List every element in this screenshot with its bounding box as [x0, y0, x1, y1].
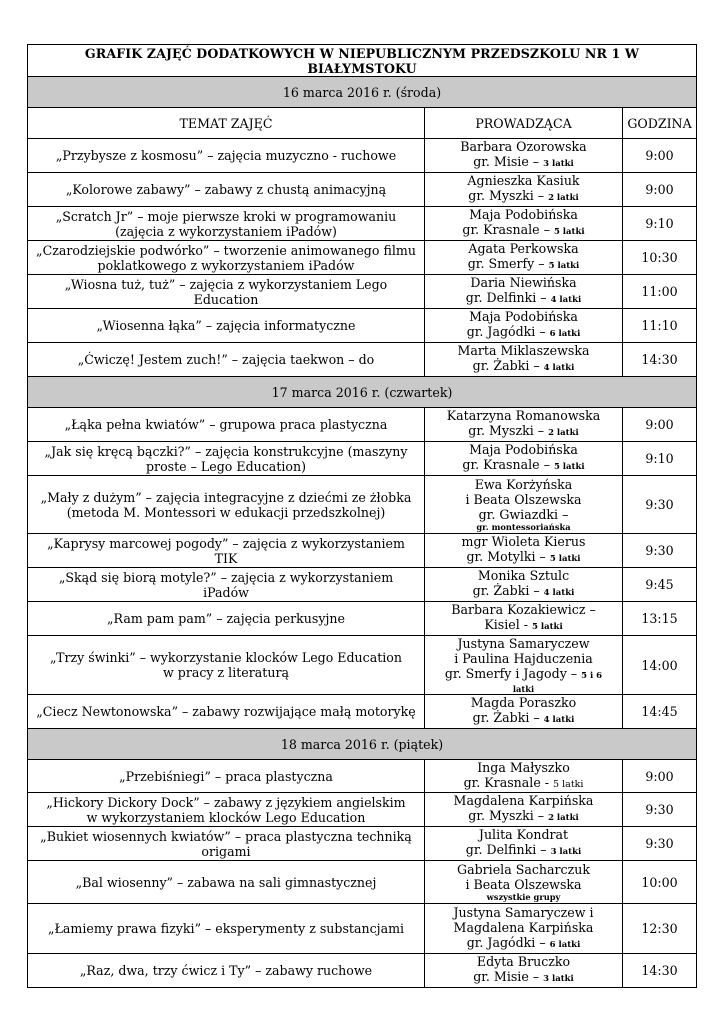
topic-line: „Ram pam pam” – zajęcia perkusyjne: [107, 611, 345, 626]
topic-cell: [28, 636, 425, 695]
age-label: 4 latki: [543, 363, 575, 373]
teacher-cell: [425, 602, 623, 636]
table-row: [28, 241, 697, 275]
teacher-name: Agnieszka Kasiuk: [467, 173, 580, 188]
group-name: gr. Motylki –: [466, 549, 546, 564]
teacher-cell: [425, 904, 623, 954]
table-row: [28, 954, 697, 988]
teacher-name: mgr Wioleta Kierus: [461, 534, 586, 549]
teacher-name: Maja Podobińska: [469, 309, 578, 324]
group-name: gr. Gwiazdki –: [478, 507, 569, 522]
group-name: gr. Jagódki –: [466, 324, 546, 339]
topic-line: „Mały z dużym” – zajęcia integracyjne z dziećmi ze żłobka: [40, 489, 412, 505]
topic-line: „Łamiemy prawa fizyki” – eksperymenty z substancjami: [47, 921, 405, 936]
topic-cell: [28, 954, 425, 988]
topic-line: „Czarodziejskie podwórko” – tworzenie animowanego filmu: [36, 242, 416, 258]
teacher-name: Katarzyna Romanowska: [446, 408, 601, 423]
day-row: [28, 77, 697, 108]
teacher-cell: [425, 793, 623, 827]
teacher-cell: [425, 275, 623, 309]
teacher-cell: [425, 954, 623, 988]
topic-cell: [28, 275, 425, 309]
teacher-cell: [425, 636, 623, 695]
table-row: [28, 827, 697, 861]
topic-line: „Hickory Dickory Dock” – zabawy z językiem angielskim: [46, 794, 406, 810]
topic-line: „Kolorowe zabawy” – zabawy z chustą animacyjną: [65, 182, 387, 197]
topic-line: (metoda M. Montessori w edukacji przedszkolnej): [66, 504, 386, 520]
topic-line: w pracy z literaturą: [163, 665, 289, 680]
teacher-name: Maja Podobińska: [469, 207, 578, 222]
topic-cell: [28, 408, 425, 442]
teacher-cell: [425, 442, 623, 476]
age-label: 6 latki: [549, 329, 581, 339]
time-cell: 12:30: [623, 904, 697, 954]
topic-cell: [28, 861, 425, 904]
topic-line: poklatkowego z wykorzystaniem iPadów: [97, 257, 355, 273]
document-title: GRAFIK ZAJĘĆ DODATKOWYCH W NIEPUBLICZNYM PRZEDSZKOLU NR 1 W BIAŁYMSTOKU: [28, 45, 697, 77]
time-cell: 14:30: [623, 954, 697, 988]
group-name: gr. Krasnale –: [462, 457, 550, 472]
time-cell: 9:00: [623, 760, 697, 793]
topic-line: Education: [193, 291, 259, 307]
teacher-name: Magda Poraszko: [470, 695, 577, 710]
teacher-name: Julita Kondrat: [478, 827, 569, 842]
teacher-cell: [425, 861, 623, 904]
topic-line: „Scratch Jr” – moje pierwsze kroki w programowaniu: [55, 208, 397, 224]
topic-cell: [28, 760, 425, 793]
group-name: gr. Smerfy –: [467, 256, 545, 271]
time-cell: 9:10: [623, 442, 697, 476]
time-cell: 9:30: [623, 793, 697, 827]
day-label: 16 marca 2016 r. (środa): [28, 77, 697, 108]
table-row: [28, 861, 697, 904]
table-row: [28, 602, 697, 636]
table-row: [28, 173, 697, 207]
topic-cell: [28, 904, 425, 954]
teacher-cell: [425, 534, 623, 568]
topic-line: proste – Lego Education): [145, 458, 307, 474]
age-label: 6 latki: [549, 939, 581, 950]
teacher-cell: [425, 760, 623, 793]
time-cell: 14:00: [623, 636, 697, 695]
teacher-name: Inga Małyszko: [477, 760, 570, 775]
group-name: gr. Krasnale -: [463, 775, 550, 790]
time-cell: 10:00: [623, 861, 697, 904]
group-name: gr. Żabki –: [472, 583, 540, 598]
group-line: [427, 457, 620, 475]
teacher-cell: [425, 695, 623, 729]
teacher-name: i Beata Olszewska: [465, 877, 582, 892]
topic-cell: [28, 602, 425, 636]
table-row: [28, 760, 697, 793]
age-label: 5 i 6: [581, 671, 603, 681]
teacher-name: Monika Sztulc: [477, 568, 570, 583]
topic-line: „Wiosenna łąka” – zajęcia informatyczne: [96, 318, 356, 333]
age-label: 2 latki: [548, 813, 579, 823]
group-line: [427, 842, 620, 860]
time-cell: 9:10: [623, 207, 697, 241]
topic-line: „Bukiet wiosennych kwiatów” – praca plastyczna techniką: [40, 828, 412, 844]
topic-cell: [28, 139, 425, 173]
topic-line: „Przybysze z kosmosu” – zajęcia muzyczno - ruchowe: [55, 148, 397, 163]
group-line: [427, 710, 620, 728]
group-line: [427, 969, 620, 987]
group-name: gr. Krasnale –: [462, 222, 550, 237]
topic-line: w wykorzystaniem klocków Lego Education: [86, 809, 366, 825]
teacher-name: Agata Perkowska: [468, 241, 579, 256]
teacher-cell: [425, 241, 623, 275]
teacher-cell: [425, 173, 623, 207]
group-line: [427, 549, 620, 567]
time-cell: 13:15: [623, 602, 697, 636]
teacher-name: Magdalena Karpińska: [453, 793, 594, 808]
table-row: [28, 442, 697, 476]
age-label: 3 latki: [543, 974, 574, 984]
table-row: [28, 408, 697, 442]
time-cell: 9:30: [623, 827, 697, 861]
group-line: [427, 666, 620, 684]
group-line: [427, 188, 620, 206]
group-name: gr. Misie –: [473, 969, 540, 984]
day-row: [28, 729, 697, 760]
day-label: 17 marca 2016 r. (czwartek): [28, 377, 697, 408]
topic-line: (zajęcia z wykorzystaniem iPadów): [115, 223, 337, 239]
teacher-name: Magdalena Karpińska: [453, 919, 594, 935]
age-label: 4 latki: [543, 715, 575, 725]
group-line: [427, 358, 620, 376]
age-label: 5 latki: [553, 462, 585, 472]
topic-line: „Ćwiczę! Jestem zuch!” – zajęcia taekwon – do: [77, 352, 375, 367]
age-label: 5 latki: [553, 779, 584, 790]
topic-line: „Jak się kręcą bączki?” – zajęcia konstrukcyjne (maszyny: [44, 443, 408, 459]
age-label: 5 latki: [532, 622, 563, 632]
age-label: 3 latki: [543, 159, 574, 169]
table-row: [28, 534, 697, 568]
age-label: 4 latki: [550, 295, 582, 305]
topic-cell: [28, 173, 425, 207]
group-note: latki: [512, 684, 535, 694]
teacher-cell: [425, 309, 623, 343]
group-name: gr. Delfinki –: [465, 842, 547, 857]
topic-line: „Skąd się biorą motyle?” – zajęcia z wykorzystaniem: [58, 569, 394, 585]
title-row: [28, 45, 697, 77]
table-row: [28, 343, 697, 377]
teacher-name: Justyna Samaryczew i: [453, 904, 594, 920]
schedule-table: [27, 44, 697, 988]
teacher-name: Daria Niewińska: [470, 275, 577, 290]
teacher-name: Maja Podobińska: [469, 442, 578, 457]
header-teacher: PROWADZĄCA: [425, 108, 623, 139]
topic-line: „Wiosna tuż, tuż” – zajęcia z wykorzystaniem Lego: [64, 276, 388, 292]
topic-cell: [28, 793, 425, 827]
table-row: [28, 695, 697, 729]
time-cell: 11:10: [623, 309, 697, 343]
table-row: [28, 793, 697, 827]
teacher-name: Edyta Bruczko: [476, 954, 571, 969]
teacher-cell: [425, 476, 623, 534]
time-cell: 14:45: [623, 695, 697, 729]
group-line: [427, 154, 620, 172]
time-cell: 11:00: [623, 275, 697, 309]
teacher-name: i Paulina Hajduczenia: [454, 651, 593, 666]
table-row: [28, 636, 697, 695]
table-row: [28, 139, 697, 173]
topic-line: „Trzy świnki” – wykorzystanie klocków Lego Education: [50, 650, 402, 665]
table-row: [28, 476, 697, 534]
group-note: gr. montessoriańska: [476, 522, 571, 532]
age-label: 3 latki: [550, 847, 582, 857]
group-line: [427, 256, 620, 274]
group-note: wszystkie grupy: [486, 892, 561, 902]
time-cell: 14:30: [623, 343, 697, 377]
group-line: [427, 290, 620, 308]
topic-cell: [28, 534, 425, 568]
age-label: 5 latki: [553, 227, 585, 237]
group-line: [427, 775, 620, 792]
header-topic: TEMAT ZAJĘĆ: [28, 108, 425, 139]
group-name: gr. Żabki –: [472, 358, 540, 373]
group-line: [427, 423, 620, 441]
topic-line: „Raz, dwa, trzy ćwicz i Ty” – zabawy ruchowe: [79, 963, 373, 978]
topic-cell: [28, 568, 425, 602]
teacher-name: Barbara Kozakiewicz –: [451, 602, 596, 617]
teacher-cell: [425, 408, 623, 442]
day-label: 18 marca 2016 r. (piątek): [28, 729, 697, 760]
time-cell: 10:30: [623, 241, 697, 275]
time-cell: 9:00: [623, 139, 697, 173]
topic-cell: [28, 309, 425, 343]
teacher-name: i Beata Olszewska: [465, 492, 582, 507]
topic-cell: [28, 827, 425, 861]
group-name: gr. Delfinki –: [465, 290, 547, 305]
topic-line: origami: [201, 843, 251, 859]
day-row: [28, 377, 697, 408]
time-cell: 9:45: [623, 568, 697, 602]
teacher-cell: [425, 207, 623, 241]
group-name: gr. Jagódki –: [466, 934, 546, 950]
teacher-cell: [425, 827, 623, 861]
table-row: [28, 275, 697, 309]
teacher-name: Gabriela Sacharczuk: [457, 862, 590, 877]
group-line: [427, 222, 620, 240]
time-cell: 9:30: [623, 476, 697, 534]
age-label: 4 latki: [543, 588, 575, 598]
topic-line: TIK: [214, 550, 238, 566]
age-label: 5 latki: [548, 261, 580, 271]
age-label: 5 latki: [549, 554, 581, 564]
topic-cell: [28, 343, 425, 377]
teacher-cell: [425, 568, 623, 602]
group-line: [427, 935, 620, 953]
group-name: gr. Żabki –: [472, 710, 540, 725]
table-row: [28, 568, 697, 602]
header-row: [28, 108, 697, 139]
time-cell: 9:00: [623, 408, 697, 442]
table-row: [28, 309, 697, 343]
time-cell: 9:30: [623, 534, 697, 568]
teacher-cell: [425, 343, 623, 377]
topic-line: „Bal wiosenny” – zabawa na sali gimnastycznej: [75, 874, 377, 890]
teacher-name: Marta Miklaszewska: [457, 343, 590, 358]
group-name: gr. Myszki –: [468, 808, 545, 823]
teacher-name: Justyna Samaryczew: [457, 636, 590, 651]
topic-cell: [28, 207, 425, 241]
topic-line: „Kaprysy marcowej pogody” – zajęcia z wykorzystaniem: [47, 535, 405, 551]
group-name: gr. Misie –: [473, 154, 540, 169]
header-time: GODZINA: [623, 108, 697, 139]
group-name: gr. Myszki –: [468, 188, 545, 203]
topic-cell: [28, 442, 425, 476]
group-name: gr. Myszki –: [468, 423, 545, 438]
time-cell: 9:00: [623, 173, 697, 207]
group-name: gr. Smerfy i Jagody –: [444, 666, 578, 681]
topic-cell: [28, 695, 425, 729]
topic-line: iPadów: [203, 584, 249, 600]
teacher-name: Barbara Ozorowska: [460, 139, 587, 154]
group-line: [427, 507, 620, 522]
teacher-cell: [425, 139, 623, 173]
topic-line: „Przebiśniegi” – praca plastyczna: [119, 768, 333, 784]
topic-line: „Łąka pełna kwiatów” – grupowa praca plastyczna: [64, 417, 388, 432]
table-row: [28, 207, 697, 241]
topic-cell: [28, 241, 425, 275]
group-line: [427, 583, 620, 601]
age-label: 2 latki: [548, 193, 579, 203]
group-line: [427, 324, 620, 342]
age-label: 2 latki: [548, 428, 579, 438]
table-row: [28, 904, 697, 954]
group-line: [427, 808, 620, 826]
topic-line: „Ciecz Newtonowska” – zabawy rozwijające małą motorykę: [36, 704, 416, 719]
teacher-name: Ewa Korżyńska: [474, 477, 573, 492]
group-line: [427, 617, 620, 635]
group-name: Kisiel -: [484, 617, 528, 632]
topic-cell: [28, 476, 425, 534]
